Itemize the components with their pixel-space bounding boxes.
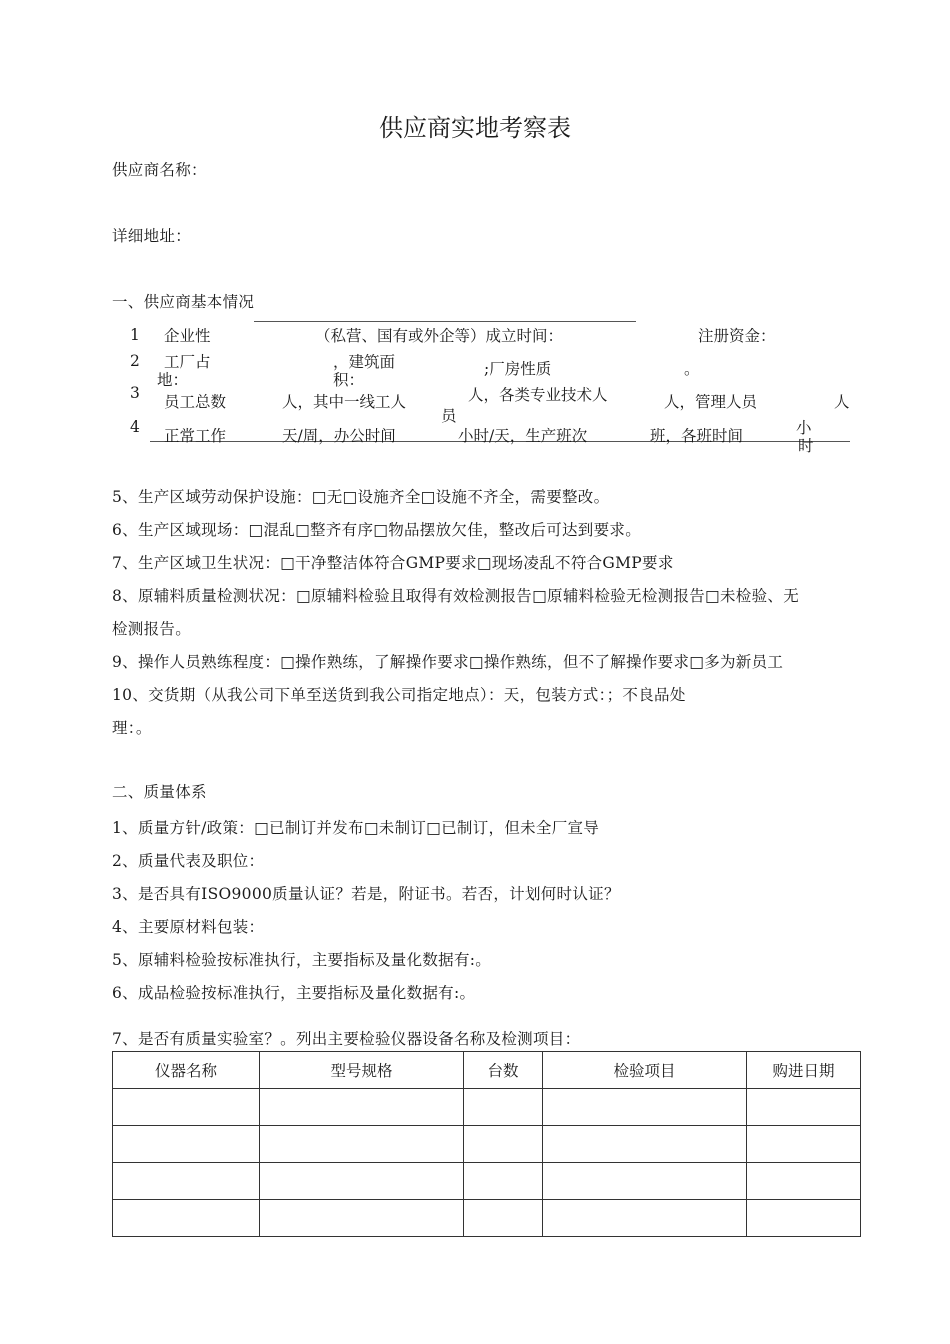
row-number: 1	[130, 326, 140, 344]
table-cell[interactable]	[543, 1200, 747, 1237]
hours-unit-suffix: 时	[798, 437, 814, 455]
item-delivery-cont: 理：。	[112, 719, 152, 737]
factory-area-suffix: 地：	[157, 371, 189, 389]
col-header-model: 型号规格	[260, 1052, 464, 1089]
col-header-quantity: 台数	[464, 1052, 543, 1089]
enterprise-type-label: 企业性	[164, 327, 211, 345]
quality-item: 7、是否有质量实验室？。列出主要检验仪器设备名称及检测项目：	[112, 1030, 581, 1048]
office-hours-label: 天/周，办公时间	[282, 427, 396, 445]
quality-item: 1、质量方针/政策：□已制订并发布□未制订□已制订，但未全厂宣导	[112, 819, 600, 837]
work-schedule-label: 正常工作	[164, 427, 227, 445]
col-header-purchase-date: 购进日期	[747, 1052, 861, 1089]
item-protection: 5、生产区域劳动保护设施：□无□设施齐全□设施不齐全，需要整改。	[112, 488, 610, 506]
table-cell[interactable]	[464, 1089, 543, 1126]
table-cell[interactable]	[113, 1200, 260, 1237]
table-cell[interactable]	[543, 1126, 747, 1163]
item-site: 6、生产区域现场：□混乱□整齐有序□物品摆放欠佳，整改后可达到要求。	[112, 521, 641, 539]
item-delivery: 10、交货期（从我公司下单至送货到我公司指定地点）：天，包装方式：；不良品处	[112, 686, 686, 704]
capital-label: 注册资金：	[698, 327, 776, 345]
frontline-suffix: 员	[441, 407, 457, 425]
table-cell[interactable]	[747, 1126, 861, 1163]
table-cell[interactable]	[260, 1089, 464, 1126]
building-area-label: ，建筑面	[333, 353, 396, 371]
table-cell[interactable]	[747, 1200, 861, 1237]
table-cell[interactable]	[260, 1200, 464, 1237]
building-area-suffix: 积：	[333, 371, 365, 389]
factory-area-label: 工厂占	[164, 353, 211, 371]
section1-heading: 一、供应商基本情况	[112, 293, 255, 311]
table-cell[interactable]	[113, 1126, 260, 1163]
page-title: 供应商实地考察表	[379, 114, 571, 142]
table-row	[113, 1126, 861, 1163]
quality-item: 4、主要原材料包装：	[112, 918, 265, 936]
table-cell[interactable]	[260, 1163, 464, 1200]
quality-item: 2、质量代表及职位：	[112, 852, 265, 870]
plant-nature-label: ;厂房性质	[484, 360, 552, 378]
quality-item: 5、原辅料检验按标准执行，主要指标及量化数据有:。	[112, 951, 492, 969]
table-cell[interactable]	[113, 1089, 260, 1126]
col-header-instrument: 仪器名称	[113, 1052, 260, 1089]
row-number: 4	[130, 418, 140, 436]
item-skill: 9、操作人员熟练程度：□操作熟练，了解操作要求□操作熟练，但不了解操作要求□多为新员工	[112, 653, 784, 671]
table-cell[interactable]	[464, 1126, 543, 1163]
total-staff-label: 员工总数	[164, 393, 227, 411]
table-row	[113, 1200, 861, 1237]
hours-unit: 小	[796, 419, 812, 437]
item-material-testing-cont: 检测报告。	[112, 620, 192, 638]
table-cell[interactable]	[543, 1089, 747, 1126]
col-header-test-item: 检验项目	[543, 1052, 747, 1089]
row3-end: 人	[834, 393, 850, 411]
underline	[254, 321, 636, 322]
row2-end: 。	[684, 360, 700, 378]
table-cell[interactable]	[464, 1200, 543, 1237]
table-header-row	[113, 1052, 861, 1089]
table-row	[113, 1163, 861, 1200]
shift-time-label: 班，各班时间	[650, 427, 744, 445]
row-number: 2	[130, 352, 140, 370]
item-material-testing: 8、原辅料质量检测状况：□原辅料检验且取得有效检测报告□原辅料检验无检测报告□未检验、无	[112, 587, 799, 605]
table-cell[interactable]	[113, 1163, 260, 1200]
shifts-label: 小时/天，生产班次	[458, 427, 588, 445]
established-label: （私营、国有或外企等）成立时间：	[315, 327, 564, 345]
frontline-label: 人，其中一线工人	[282, 393, 407, 411]
instrument-table	[112, 1051, 861, 1237]
quality-item: 3、是否具有ISO9000质量认证？若是，附证书。若否，计划何时认证？	[112, 885, 620, 903]
table-cell[interactable]	[464, 1163, 543, 1200]
table-cell[interactable]	[747, 1163, 861, 1200]
table-cell[interactable]	[747, 1089, 861, 1126]
item-hygiene: 7、生产区域卫生状况：□干净整洁体符合GMP要求□现场凌乱不符合GMP要求	[112, 554, 674, 572]
section2-heading: 二、质量体系	[112, 783, 207, 801]
technician-label: 人，各类专业技术人	[468, 386, 608, 404]
table-cell[interactable]	[543, 1163, 747, 1200]
row-number: 3	[130, 384, 140, 402]
address-label: 详细地址：	[112, 227, 192, 245]
table-row	[113, 1089, 861, 1126]
quality-item: 6、成品检验按标准执行，主要指标及量化数据有:。	[112, 984, 476, 1002]
manager-label: 人，管理人员	[664, 393, 758, 411]
supplier-name-label: 供应商名称：	[112, 161, 207, 179]
table-cell[interactable]	[260, 1126, 464, 1163]
